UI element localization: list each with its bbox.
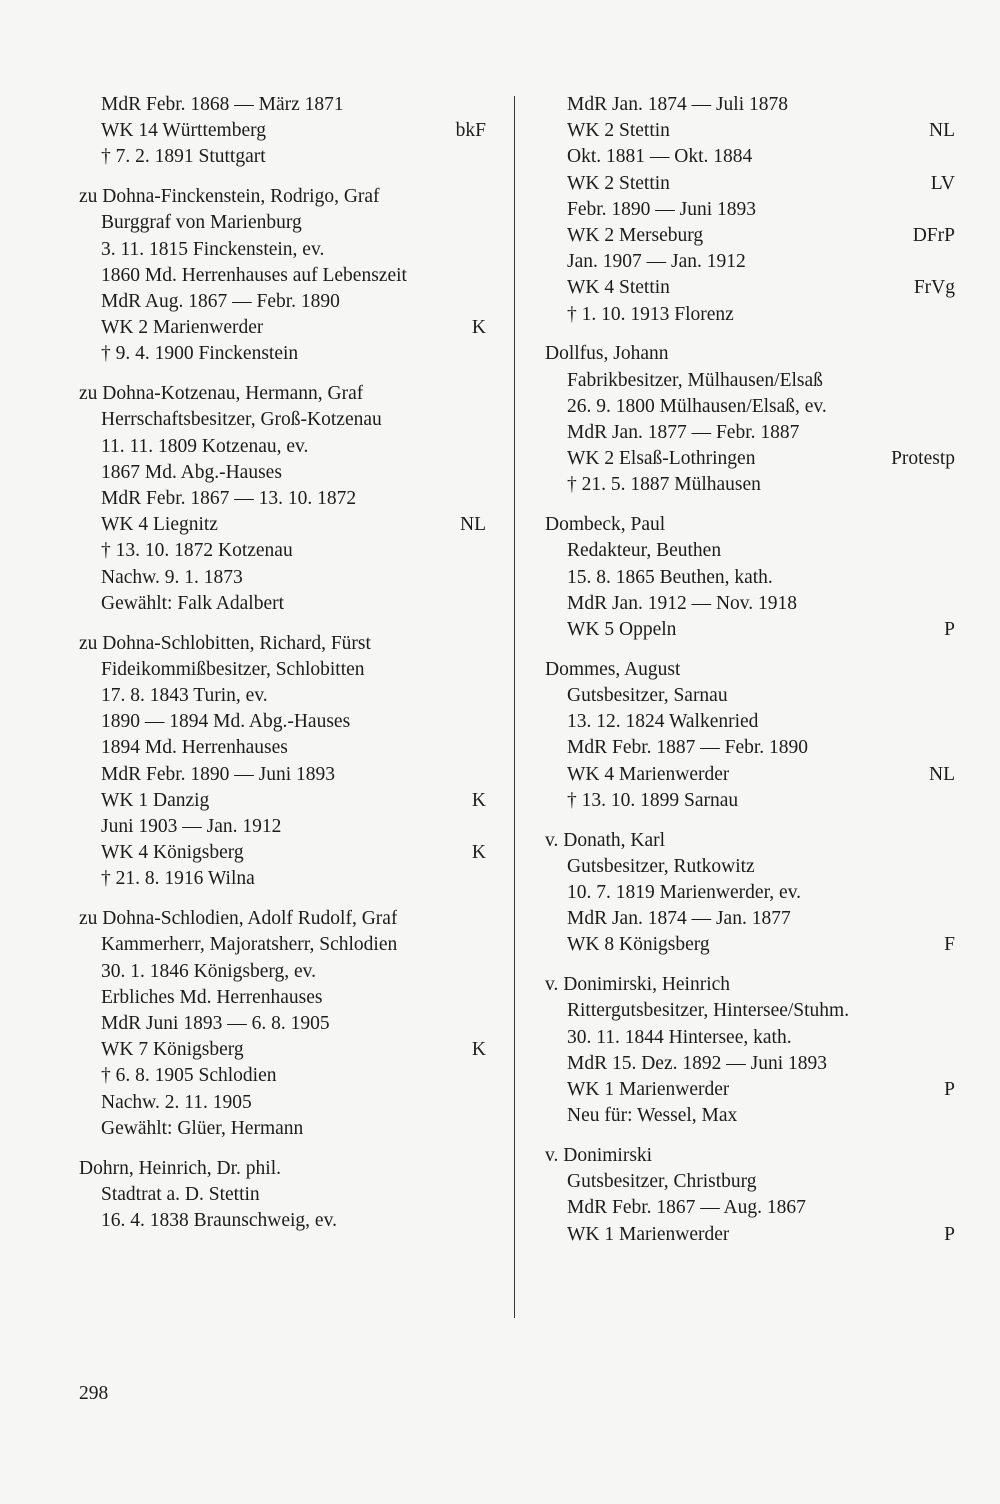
entry-detail-line	[79, 1208, 486, 1234]
line-text: 1867 Md. Abg.-Hauses	[101, 461, 282, 483]
biographical-entry	[79, 631, 486, 893]
party-abbreviation: DFrP	[912, 225, 955, 247]
party-abbreviation: P	[944, 1079, 955, 1101]
line-text: Jan. 1907 — Jan. 1912	[567, 251, 746, 273]
party-abbreviation: K	[471, 842, 486, 864]
entry-detail-line	[545, 420, 955, 446]
entry-detail-line	[79, 866, 486, 892]
line-text: Redakteur, Beuthen	[567, 540, 722, 562]
entry-detail-line	[79, 263, 486, 289]
entry-detail-line	[79, 565, 486, 591]
line-text: MdR Febr. 1867 — 13. 10. 1872	[101, 488, 357, 510]
biographical-entry	[79, 1156, 486, 1235]
entry-detail-line	[79, 932, 486, 958]
biographical-entry	[545, 828, 955, 959]
line-text: WK 7 Königsberg	[101, 1039, 244, 1061]
entry-detail-line	[545, 565, 955, 591]
line-text: MdR Juni 1893 — 6. 8. 1905	[101, 1013, 330, 1035]
line-text: Herrschaftsbesitzer, Groß-Kotzenau	[101, 409, 382, 431]
entry-detail-line	[79, 762, 486, 788]
entry-detail-line	[545, 472, 955, 498]
entry-detail-line	[545, 118, 955, 144]
line-text: Fabrikbesitzer, Mülhausen/Elsaß	[567, 369, 823, 391]
line-text: Burggraf von Marienburg	[101, 212, 302, 234]
entry-detail-line	[79, 1063, 486, 1089]
line-text: Febr. 1890 — Juni 1893	[567, 198, 757, 220]
entry-name-line	[79, 184, 486, 210]
party-abbreviation: LV	[930, 172, 955, 194]
line-text: WK 1 Marienwerder	[567, 1223, 730, 1245]
line-text: 13. 12. 1824 Walkenried	[567, 711, 759, 733]
entry-detail-line	[545, 92, 955, 118]
biographical-entry	[545, 972, 955, 1129]
line-text: Rittergutsbesitzer, Hintersee/Stuhm.	[567, 1000, 850, 1022]
line-text: † 13. 10. 1899 Sarnau	[567, 789, 739, 811]
line-text: MdR Febr. 1868 — März 1871	[101, 94, 344, 115]
entry-detail-line	[545, 1025, 955, 1051]
line-text: 15. 8. 1865 Beuthen, kath.	[567, 566, 773, 588]
party-abbreviation: FrVg	[913, 277, 955, 299]
entry-detail-line	[545, 1077, 955, 1103]
party-abbreviation: bkF	[455, 120, 486, 142]
line-text: WK 2 Stettin	[567, 172, 670, 194]
entry-detail-line	[545, 302, 955, 328]
entry-detail-line	[545, 617, 955, 643]
entry-detail-line	[79, 237, 486, 263]
entry-detail-line	[79, 315, 486, 341]
page-number: 298	[79, 1383, 109, 1404]
line-text: WK 4 Königsberg	[101, 842, 244, 864]
entry-detail-line	[545, 368, 955, 394]
line-text: † 21. 5. 1887 Mülhausen	[567, 474, 761, 496]
entry-detail-line	[545, 788, 955, 814]
biographical-entry	[79, 906, 486, 1142]
entry-detail-line	[79, 538, 486, 564]
line-text: MdR 15. Dez. 1892 — Juni 1893	[567, 1052, 827, 1074]
entry-detail-line	[79, 959, 486, 985]
entry-name-line	[545, 657, 955, 683]
entry-detail-line	[79, 118, 486, 144]
line-text: Gutsbesitzer, Rutkowitz	[567, 855, 755, 877]
column-divider	[514, 96, 515, 1318]
line-text: Gutsbesitzer, Christburg	[567, 1171, 757, 1193]
line-text: WK 4 Liegnitz	[101, 514, 218, 536]
entry-detail-line	[79, 512, 486, 538]
line-text: † 7. 2. 1891 Stuttgart	[101, 146, 266, 168]
entry-detail-line	[545, 446, 955, 472]
entry-name-line	[545, 972, 955, 998]
party-abbreviation: NL	[929, 120, 955, 142]
entry-detail-line	[79, 657, 486, 683]
entry-detail-line	[79, 1182, 486, 1208]
line-text: MdR Jan. 1877 — Febr. 1887	[567, 422, 800, 444]
line-text: Okt. 1881 — Okt. 1884	[567, 146, 753, 168]
entry-detail-line	[545, 762, 955, 788]
line-text: Erbliches Md. Herrenhauses	[101, 986, 323, 1008]
line-text: Nachw. 2. 11. 1905	[101, 1091, 252, 1113]
biographical-entry	[545, 657, 955, 814]
line-text: Dombeck, Paul	[545, 514, 666, 536]
line-text: MdR Febr. 1887 — Febr. 1890	[567, 737, 809, 759]
entry-detail-line	[79, 709, 486, 735]
entry-detail-line	[545, 197, 955, 223]
line-text: Gutsbesitzer, Sarnau	[567, 685, 728, 707]
entry-detail-line	[79, 289, 486, 315]
entry-name-line	[79, 906, 486, 932]
party-abbreviation: F	[944, 934, 955, 956]
line-text: WK 4 Marienwerder	[567, 763, 730, 785]
entry-detail-line	[545, 223, 955, 249]
line-text: zu Dohna-Schlodien, Adolf Rudolf, Graf	[79, 908, 398, 930]
entry-detail-line	[545, 906, 955, 932]
line-text: Dommes, August	[545, 658, 681, 680]
entry-detail-line	[545, 932, 955, 958]
party-abbreviation: K	[471, 789, 486, 811]
line-text: WK 4 Stettin	[567, 277, 670, 299]
entry-detail-line	[545, 394, 955, 420]
entry-detail-line	[545, 538, 955, 564]
line-text: WK 14 Württemberg	[101, 120, 266, 142]
line-text: Neu für: Wessel, Max	[567, 1105, 738, 1127]
line-text: 1860 Md. Herrenhauses auf Lebenszeit	[101, 264, 407, 286]
entry-detail-line	[79, 683, 486, 709]
line-text: Nachw. 9. 1. 1873	[101, 566, 243, 588]
party-abbreviation: P	[944, 619, 955, 641]
line-text: Stadtrat a. D. Stettin	[101, 1183, 260, 1205]
line-text: MdR Febr. 1867 — Aug. 1867	[567, 1197, 806, 1219]
entry-name-line	[79, 631, 486, 657]
line-text: WK 2 Elsaß-Lothringen	[567, 448, 756, 470]
entry-detail-line	[79, 591, 486, 617]
entry-detail-line	[545, 880, 955, 906]
line-text: Fideikommißbesitzer, Schlobitten	[101, 658, 365, 680]
party-abbreviation: NL	[929, 763, 955, 785]
biographical-entry	[545, 512, 955, 643]
line-text: † 1. 10. 1913 Florenz	[567, 303, 734, 325]
line-text: 1894 Md. Herrenhauses	[101, 737, 288, 759]
biographical-entry	[545, 1143, 955, 1248]
line-text: v. Donath, Karl	[545, 829, 666, 851]
entry-detail-line	[545, 1222, 955, 1248]
entry-detail-line	[79, 814, 486, 840]
entry-detail-line	[79, 788, 486, 814]
biographical-entry	[79, 381, 486, 617]
line-text: WK 8 Königsberg	[567, 934, 710, 956]
line-text: 1890 — 1894 Md. Abg.-Hauses	[101, 711, 351, 733]
entry-name-line	[79, 381, 486, 407]
party-abbreviation: Protestp	[891, 448, 955, 470]
entry-detail-line	[545, 854, 955, 880]
line-text: v. Donimirski, Heinrich	[545, 974, 731, 996]
entry-detail-line	[545, 735, 955, 761]
entry-name-line	[545, 341, 955, 367]
entry-detail-line	[79, 92, 486, 118]
line-text: MdR Jan. 1874 — Jan. 1877	[567, 908, 791, 930]
line-text: 17. 8. 1843 Turin, ev.	[101, 685, 268, 707]
entry-detail-line	[79, 210, 486, 236]
entry-detail-line	[79, 985, 486, 1011]
line-text: Dollfus, Johann	[545, 343, 669, 365]
entry-detail-line	[79, 735, 486, 761]
party-abbreviation: NL	[460, 514, 486, 536]
line-text: 3. 11. 1815 Finckenstein, ev.	[101, 238, 325, 260]
party-abbreviation: K	[471, 1039, 486, 1061]
entry-detail-line	[545, 144, 955, 170]
line-text: zu Dohna-Schlobitten, Richard, Fürst	[79, 632, 371, 654]
biographical-entry	[545, 341, 955, 498]
line-text: 11. 11. 1809 Kotzenau, ev.	[101, 435, 309, 457]
entry-name-line	[545, 512, 955, 538]
party-abbreviation: P	[944, 1223, 955, 1245]
line-text: zu Dohna-Kotzenau, Hermann, Graf	[79, 383, 364, 405]
entry-detail-line	[545, 998, 955, 1024]
line-text: MdR Jan. 1874 — Juli 1878	[567, 94, 789, 115]
biographical-entry	[545, 92, 955, 328]
entry-detail-line	[79, 1116, 486, 1142]
line-text: Gewählt: Falk Adalbert	[101, 592, 285, 614]
entry-detail-line	[545, 1195, 955, 1221]
biographical-entry	[79, 184, 486, 367]
entry-detail-line	[79, 407, 486, 433]
entry-detail-line	[545, 709, 955, 735]
line-text: † 9. 4. 1900 Finckenstein	[101, 343, 299, 365]
entry-name-line	[79, 1156, 486, 1182]
entry-detail-line	[545, 1103, 955, 1129]
entry-detail-line	[79, 1090, 486, 1116]
entry-detail-line	[79, 486, 486, 512]
line-text: WK 1 Marienwerder	[567, 1079, 730, 1101]
entry-name-line	[545, 1143, 955, 1169]
line-text: 30. 11. 1844 Hintersee, kath.	[567, 1026, 792, 1048]
line-text: † 6. 8. 1905 Schlodien	[101, 1065, 277, 1087]
line-text: Juni 1903 — Jan. 1912	[101, 816, 282, 838]
line-text: WK 2 Stettin	[567, 120, 670, 142]
entry-detail-line	[545, 275, 955, 301]
line-text: MdR Febr. 1890 — Juni 1893	[101, 763, 336, 785]
entry-detail-line	[79, 434, 486, 460]
line-text: v. Donimirski	[545, 1145, 653, 1167]
line-text: WK 5 Oppeln	[567, 619, 677, 641]
party-abbreviation: K	[471, 317, 486, 339]
line-text: WK 2 Marienwerder	[101, 317, 264, 339]
line-text: † 21. 8. 1916 Wilna	[101, 868, 255, 890]
entry-detail-line	[79, 460, 486, 486]
line-text: zu Dohna-Finckenstein, Rodrigo, Graf	[79, 186, 380, 208]
line-text: WK 1 Danzig	[101, 789, 210, 811]
biographical-entry	[79, 92, 486, 171]
line-text: 30. 1. 1846 Königsberg, ev.	[101, 960, 317, 982]
line-text: WK 2 Merseburg	[567, 225, 704, 247]
entry-detail-line	[79, 1037, 486, 1063]
right-column	[545, 92, 955, 1261]
entry-detail-line	[545, 1169, 955, 1195]
line-text: MdR Jan. 1912 — Nov. 1918	[567, 592, 798, 614]
entry-detail-line	[545, 1051, 955, 1077]
line-text: 10. 7. 1819 Marienwerder, ev.	[567, 882, 802, 904]
entry-detail-line	[545, 683, 955, 709]
entry-detail-line	[79, 341, 486, 367]
entry-name-line	[545, 828, 955, 854]
left-column	[79, 92, 486, 1248]
entry-detail-line	[79, 1011, 486, 1037]
entry-detail-line	[545, 171, 955, 197]
line-text: Gewählt: Glüer, Hermann	[101, 1117, 304, 1139]
line-text: Kammerherr, Majoratsherr, Schlodien	[101, 934, 398, 956]
entry-detail-line	[79, 144, 486, 170]
entry-detail-line	[79, 840, 486, 866]
line-text: 16. 4. 1838 Braunschweig, ev.	[101, 1210, 337, 1232]
line-text: MdR Aug. 1867 — Febr. 1890	[101, 291, 340, 313]
line-text: 26. 9. 1800 Mülhausen/Elsaß, ev.	[567, 395, 827, 417]
entry-detail-line	[545, 249, 955, 275]
line-text: † 13. 10. 1872 Kotzenau	[101, 540, 293, 562]
entry-detail-line	[545, 591, 955, 617]
line-text: Dohrn, Heinrich, Dr. phil.	[79, 1157, 282, 1179]
